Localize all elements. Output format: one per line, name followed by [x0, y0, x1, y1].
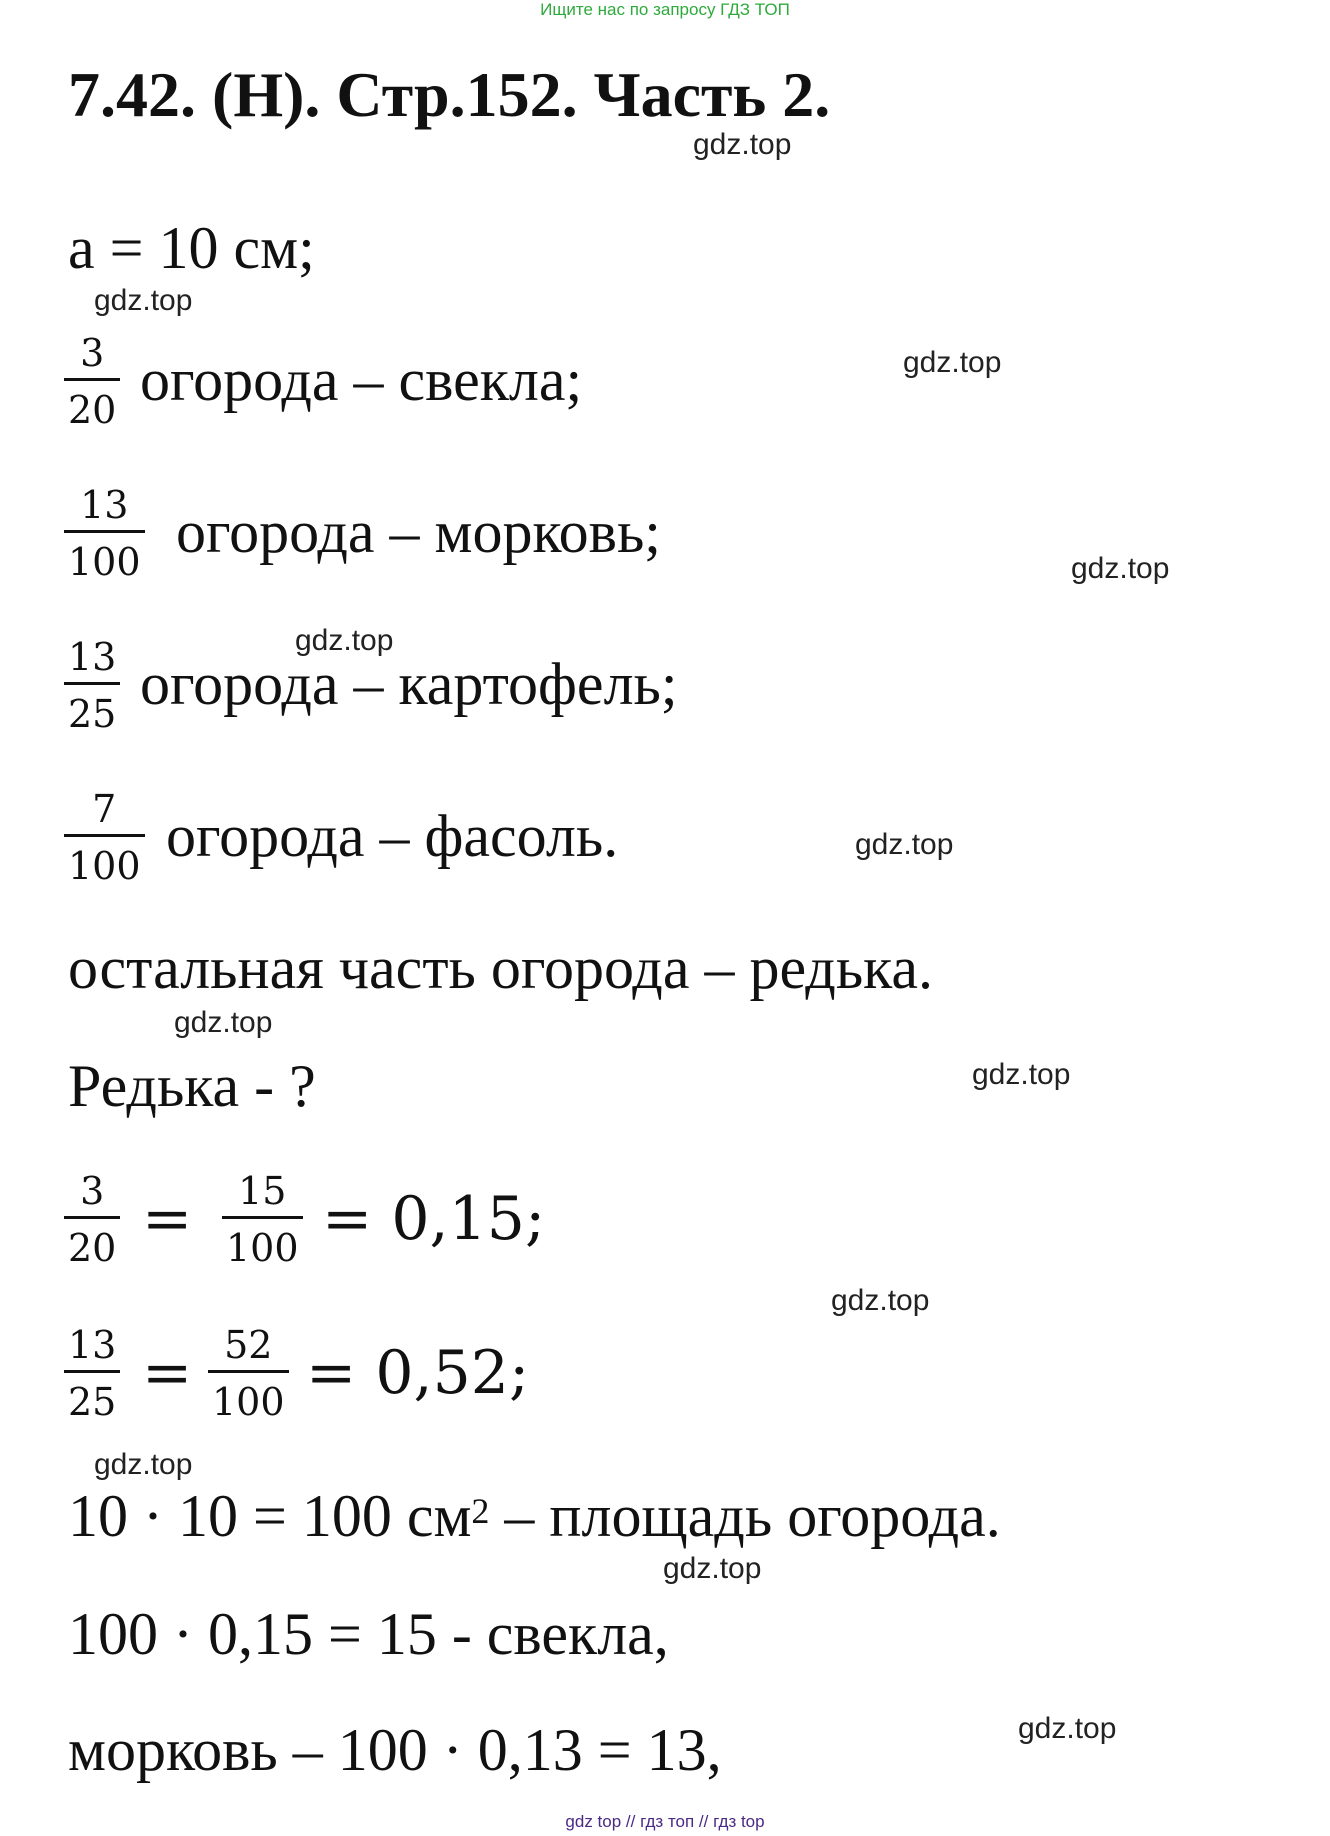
denominator: 100 — [68, 540, 141, 584]
numerator: 13 — [68, 1323, 117, 1367]
watermark: gdz.top — [94, 1448, 193, 1481]
carrot-calc: морковь – 100 · 0,13 = 13, — [68, 1717, 722, 1783]
denominator: 20 — [68, 1226, 117, 1270]
denominator: 100 — [226, 1226, 299, 1270]
fraction-carrot — [64, 483, 145, 584]
watermark: gdz.top — [94, 284, 193, 317]
area-line — [68, 1482, 1001, 1551]
watermark: gdz.top — [693, 128, 792, 161]
eq2-fraction-b — [208, 1323, 289, 1424]
denominator: 25 — [68, 692, 117, 736]
numerator: 52 — [224, 1323, 273, 1367]
watermark: gdz.top — [903, 346, 1002, 379]
eq1-equals: = — [142, 1184, 193, 1254]
page-title: 7.42. (Н). Стр.152. Часть 2. — [68, 59, 831, 130]
watermark: gdz.top — [174, 1006, 273, 1039]
eq2-equals: = — [142, 1338, 193, 1408]
given-carrot-text: огорода – морковь; — [176, 499, 661, 565]
search-banner[interactable]: Ищите нас по запросу ГДЗ ТОП — [540, 0, 790, 19]
area-exponent: 2 — [471, 1491, 490, 1531]
watermark: gdz.top — [831, 1284, 930, 1317]
given-beet-text: огорода – свекла; — [140, 347, 583, 413]
watermark: gdz.top — [663, 1552, 762, 1585]
denominator: 25 — [68, 1380, 117, 1424]
denominator: 100 — [68, 844, 141, 888]
given-rest: остальная часть огорода – редька. — [68, 935, 934, 1001]
watermark: gdz.top — [1018, 1712, 1117, 1745]
area-right: – площадь огорода. — [489, 1483, 1001, 1549]
eq1-fraction-a — [64, 1169, 120, 1270]
fraction-potato — [64, 635, 120, 736]
footer-links[interactable]: gdz top // гдз топ // гдз top — [565, 1812, 765, 1831]
question: Редька - ? — [68, 1053, 316, 1119]
numerator: 7 — [92, 787, 117, 831]
denominator: 20 — [68, 388, 117, 432]
given-side: a = 10 см; — [68, 215, 315, 281]
numerator: 15 — [238, 1169, 287, 1213]
given-bean-text: огорода – фасоль. — [166, 803, 619, 869]
watermark: gdz.top — [855, 828, 954, 861]
given-potato-text: огорода – картофель; — [140, 651, 678, 717]
fraction-beet — [64, 331, 120, 432]
numerator: 13 — [68, 635, 117, 679]
eq1-result: = 0,15; — [322, 1184, 546, 1254]
numerator: 3 — [80, 331, 105, 375]
watermark: gdz.top — [295, 624, 394, 657]
numerator: 13 — [80, 483, 129, 527]
denominator: 100 — [212, 1380, 285, 1424]
area-left: 10 · 10 = 100 см — [68, 1483, 472, 1549]
watermark: gdz.top — [1071, 552, 1170, 585]
eq2-fraction-a — [64, 1323, 120, 1424]
beet-calc: 100 · 0,15 = 15 - свекла, — [68, 1601, 669, 1667]
eq1-fraction-b — [222, 1169, 303, 1270]
fraction-bean — [64, 787, 145, 888]
eq2-result: = 0,52; — [306, 1338, 530, 1408]
numerator: 3 — [80, 1169, 105, 1213]
watermark: gdz.top — [972, 1058, 1071, 1091]
